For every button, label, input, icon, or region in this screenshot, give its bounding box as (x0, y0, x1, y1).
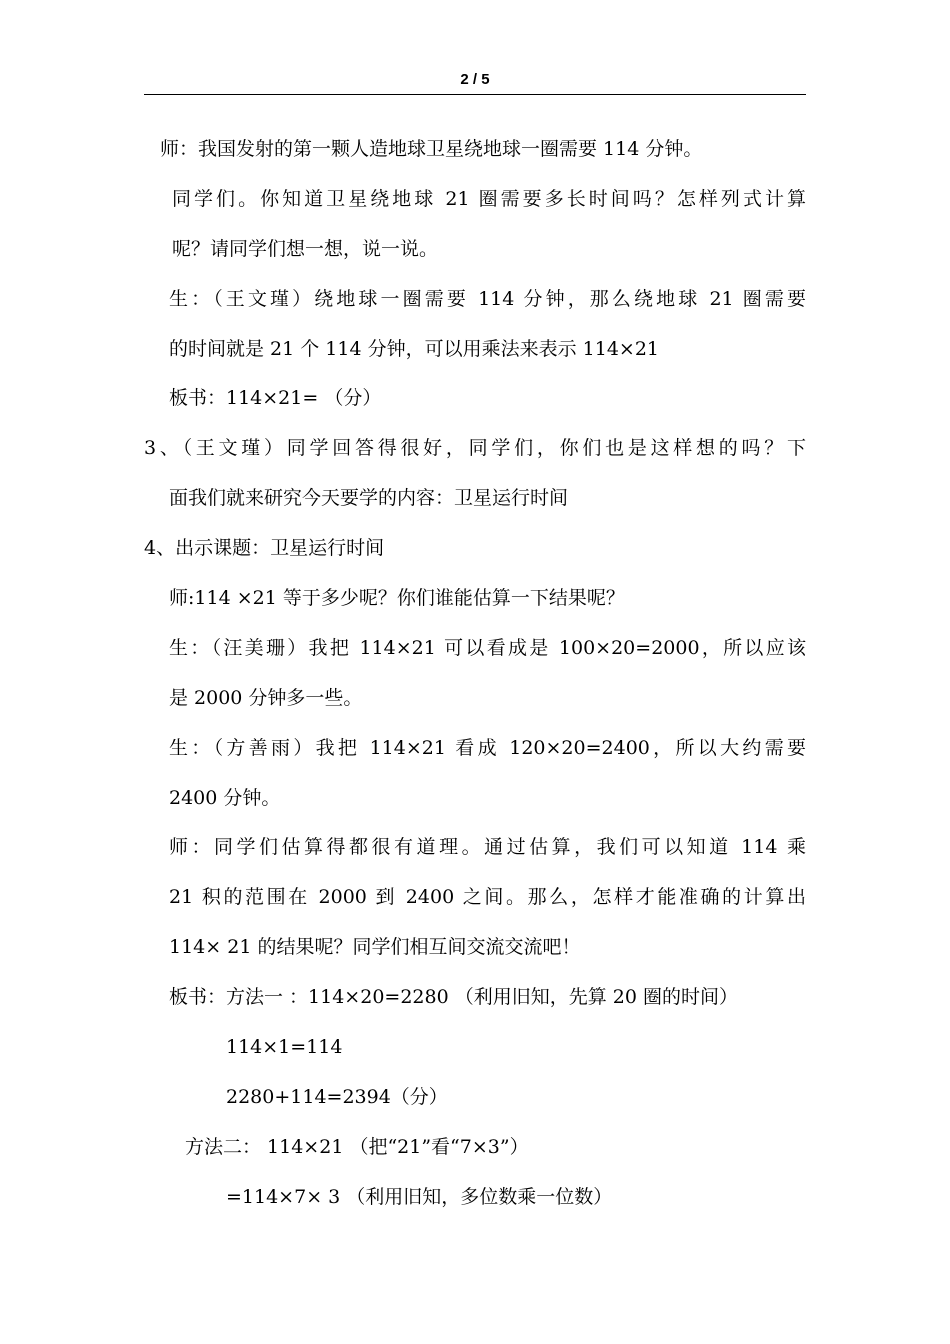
text-line: 师:114 ×21 等于多少呢？你们谁能估算一下结果呢？ (169, 587, 625, 609)
text-line: =114×7× 3 （利用旧知，多位数乘一位数） (226, 1186, 613, 1208)
text-line: 板书：114×21= （分） (169, 387, 382, 409)
text-line: 生：（王文瑾）绕地球一圈需要 114 分钟，那么绕地球 21 圈需要 (169, 288, 806, 310)
page-number: 2 / 5 (460, 71, 490, 88)
text-line: 生：（方善雨）我把 114×21 看成 120×20=2400，所以大约需要 (169, 737, 806, 759)
text-line: 114×1=114 (226, 1036, 343, 1058)
text-line: 2400 分钟。 (169, 787, 281, 809)
text-line: 4、出示课题：卫星运行时间 (144, 537, 385, 559)
text-line: 呢？请同学们想一想，说一说。 (172, 238, 439, 260)
text-line: 21 积的范围在 2000 到 2400 之间。那么，怎样才能准确的计算出 (169, 886, 806, 908)
page-header (144, 70, 806, 95)
text-line: 3、（王文瑾）同学回答得很好，同学们，你们也是这样想的吗？下 (144, 437, 806, 459)
text-line: 同学们。你知道卫星绕地球 21 圈需要多长时间吗？怎样列式计算 (172, 188, 806, 210)
text-line: 板书：方法一 ：114×20=2280 （利用旧知，先算 20 圈的时间） (169, 986, 738, 1008)
text-line: 面我们就来研究今天要学的内容：卫星运行时间 (169, 487, 569, 509)
text-line: 师：我国发射的第一颗人造地球卫星绕地球一圈需要 114 分钟。 (160, 138, 703, 160)
text-line: 的时间就是 21 个 114 分钟，可以用乘法来表示 114×21 (169, 338, 660, 360)
text-line: 师：同学们估算得都很有道理。通过估算，我们可以知道 114 乘 (169, 836, 806, 858)
text-line: 2280+114=2394（分） (226, 1086, 448, 1108)
text-line: 114× 21 的结果呢？同学们相互间交流交流吧！ (169, 936, 581, 958)
text-line: 生：（汪美珊）我把 114×21 可以看成是 100×20=2000，所以应该 (169, 637, 806, 659)
text-line: 是 2000 分钟多一些。 (169, 687, 363, 709)
text-line: 方法二： 114×21 （把“21”看“7×3”） (185, 1136, 529, 1158)
